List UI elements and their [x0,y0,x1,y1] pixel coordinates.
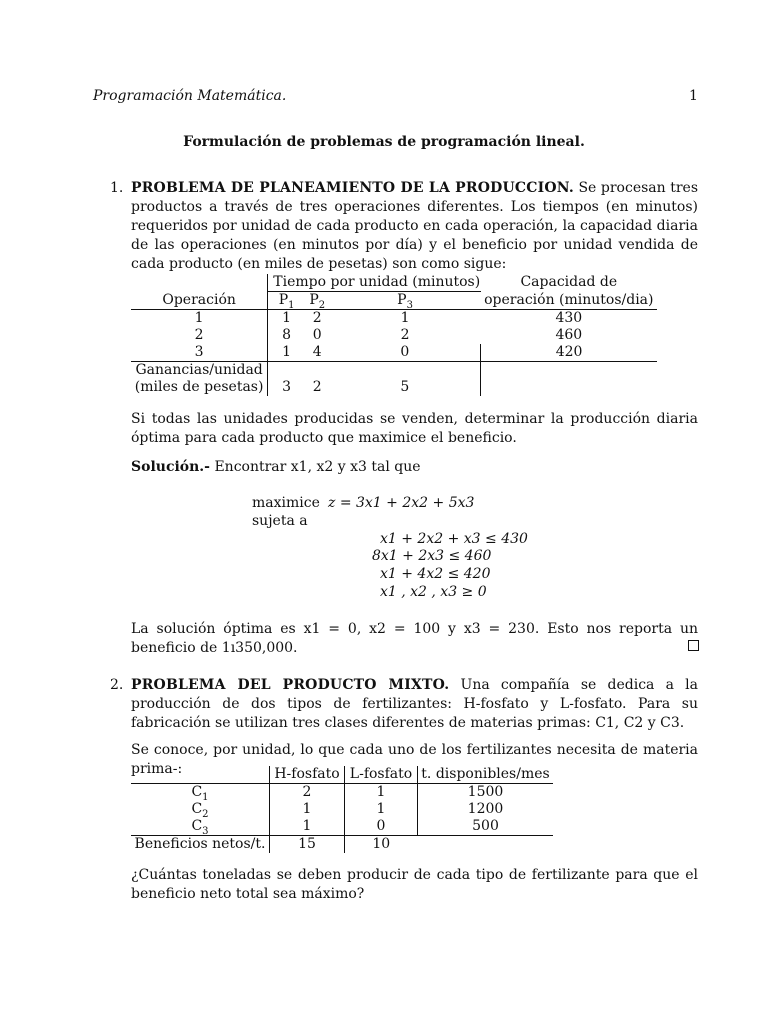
capacity-header-1: Capacidad de [520,274,618,291]
h-fosfato-header: H-fosfato [270,766,345,784]
table-row: $C_2$ 1 1 1200 [131,801,553,818]
fertilizer-table [131,766,553,853]
table-row: 3 1 4 0 420 [131,344,657,362]
page-number: 1 [689,88,698,104]
constraint-2: 8x1 + 2x3 ≤ 460 [372,548,492,564]
problem-1-question: Si todas las unidades producidas se venden, determinar la producción diaria óptima para cada producto que maximice el beneficio. [131,411,698,446]
solution-result: La solución óptima es x1 = 0, x2 = 100 y x3 = 230. Esto nos reporta un beneficio de 1ı350,000. [131,621,698,656]
constraint-3: x1 + 4x2 ≤ 420 [380,566,491,582]
problem-1-intro-text: Se procesan tres productos a través de tres operaciones diferentes. Los tiempos (en minutos) requeridos por unidad de cada producto en cada operación, la capacidad diaria de las operaciones (en minutos por día) y el beneficio por unidad vendida de cada producto (en miles de pesetas) son como sigue: [131,180,699,272]
subject-to-label: sujeta a [252,513,308,529]
solution-label: Solución.- [131,459,210,475]
qed-square-icon [688,640,699,651]
product-header-2: $P_2$ [305,292,330,310]
profit-row-values: (miles de pesetas) 3 2 5 [131,379,657,396]
problem-2-heading: PROBLEMA DEL PRODUCTO MIXTO. [131,677,450,693]
maximize-label: maximice [252,495,320,511]
table-row: 1 1 2 1 430 [194,310,583,326]
problem-1-heading: PROBLEMA DE PLANEAMIENTO DE LA PRODUCCION. [131,180,574,196]
profit-row: Beneficios netos/t. 15 10 [131,836,553,854]
problem-2-number: 2. [110,677,124,693]
production-table [131,274,657,396]
constraint-nonneg: x1 , x2 , x3 ≥ 0 [380,584,487,600]
product-header-1: $P_1$ [268,292,305,310]
problem-2-intro-text: Una compañía se dedica a la producción de dos tipos de fertilizantes: H-fosfato y L-fosfato. Para su fabricación se utilizan tres clases diferentes de materias primas: C1, C2 y C3. [131,677,699,731]
problem-2-question: ¿Cuántas toneladas se deben producir de cada tipo de fertilizante para que el beneficio neto total sea máximo? [131,867,698,902]
available-header: t. disponibles/mes [418,766,554,784]
product-header-3: $P_3$ [330,292,481,310]
document-title: Formulación de problemas de programación lineal. [183,134,585,150]
table-row: $C_3$ 1 0 500 [131,818,553,836]
profit-row: Ganancias/unidad [131,362,657,380]
running-header: Programación Matemática. [93,88,287,104]
operation-header: Operación [131,292,268,310]
problem-1-number: 1. [110,180,124,196]
solution-intro-text: Encontrar x1, x2 y x3 tal que [214,459,421,475]
problem-1-intro [131,179,698,274]
table-row: $C_1$ 2 1 1500 [131,784,553,802]
capacity-header-2: operación (minutos/dia) [481,292,657,310]
l-fosfato-header: L-fosfato [345,766,418,784]
table-row: 2 8 0 2 460 [194,327,583,343]
objective-function: z = 3x1 + 2x2 + 5x3 [328,495,475,511]
problem-2-intro [131,676,698,733]
problem-2-known: Se conoce, por unidad, lo que cada uno de los fertilizantes necesita de materia prima-: [131,742,698,777]
time-group-header: Tiempo por unidad (minutos) [268,274,481,292]
solution-intro [131,458,698,477]
constraint-1: x1 + 2x2 + x3 ≤ 430 [380,531,528,547]
